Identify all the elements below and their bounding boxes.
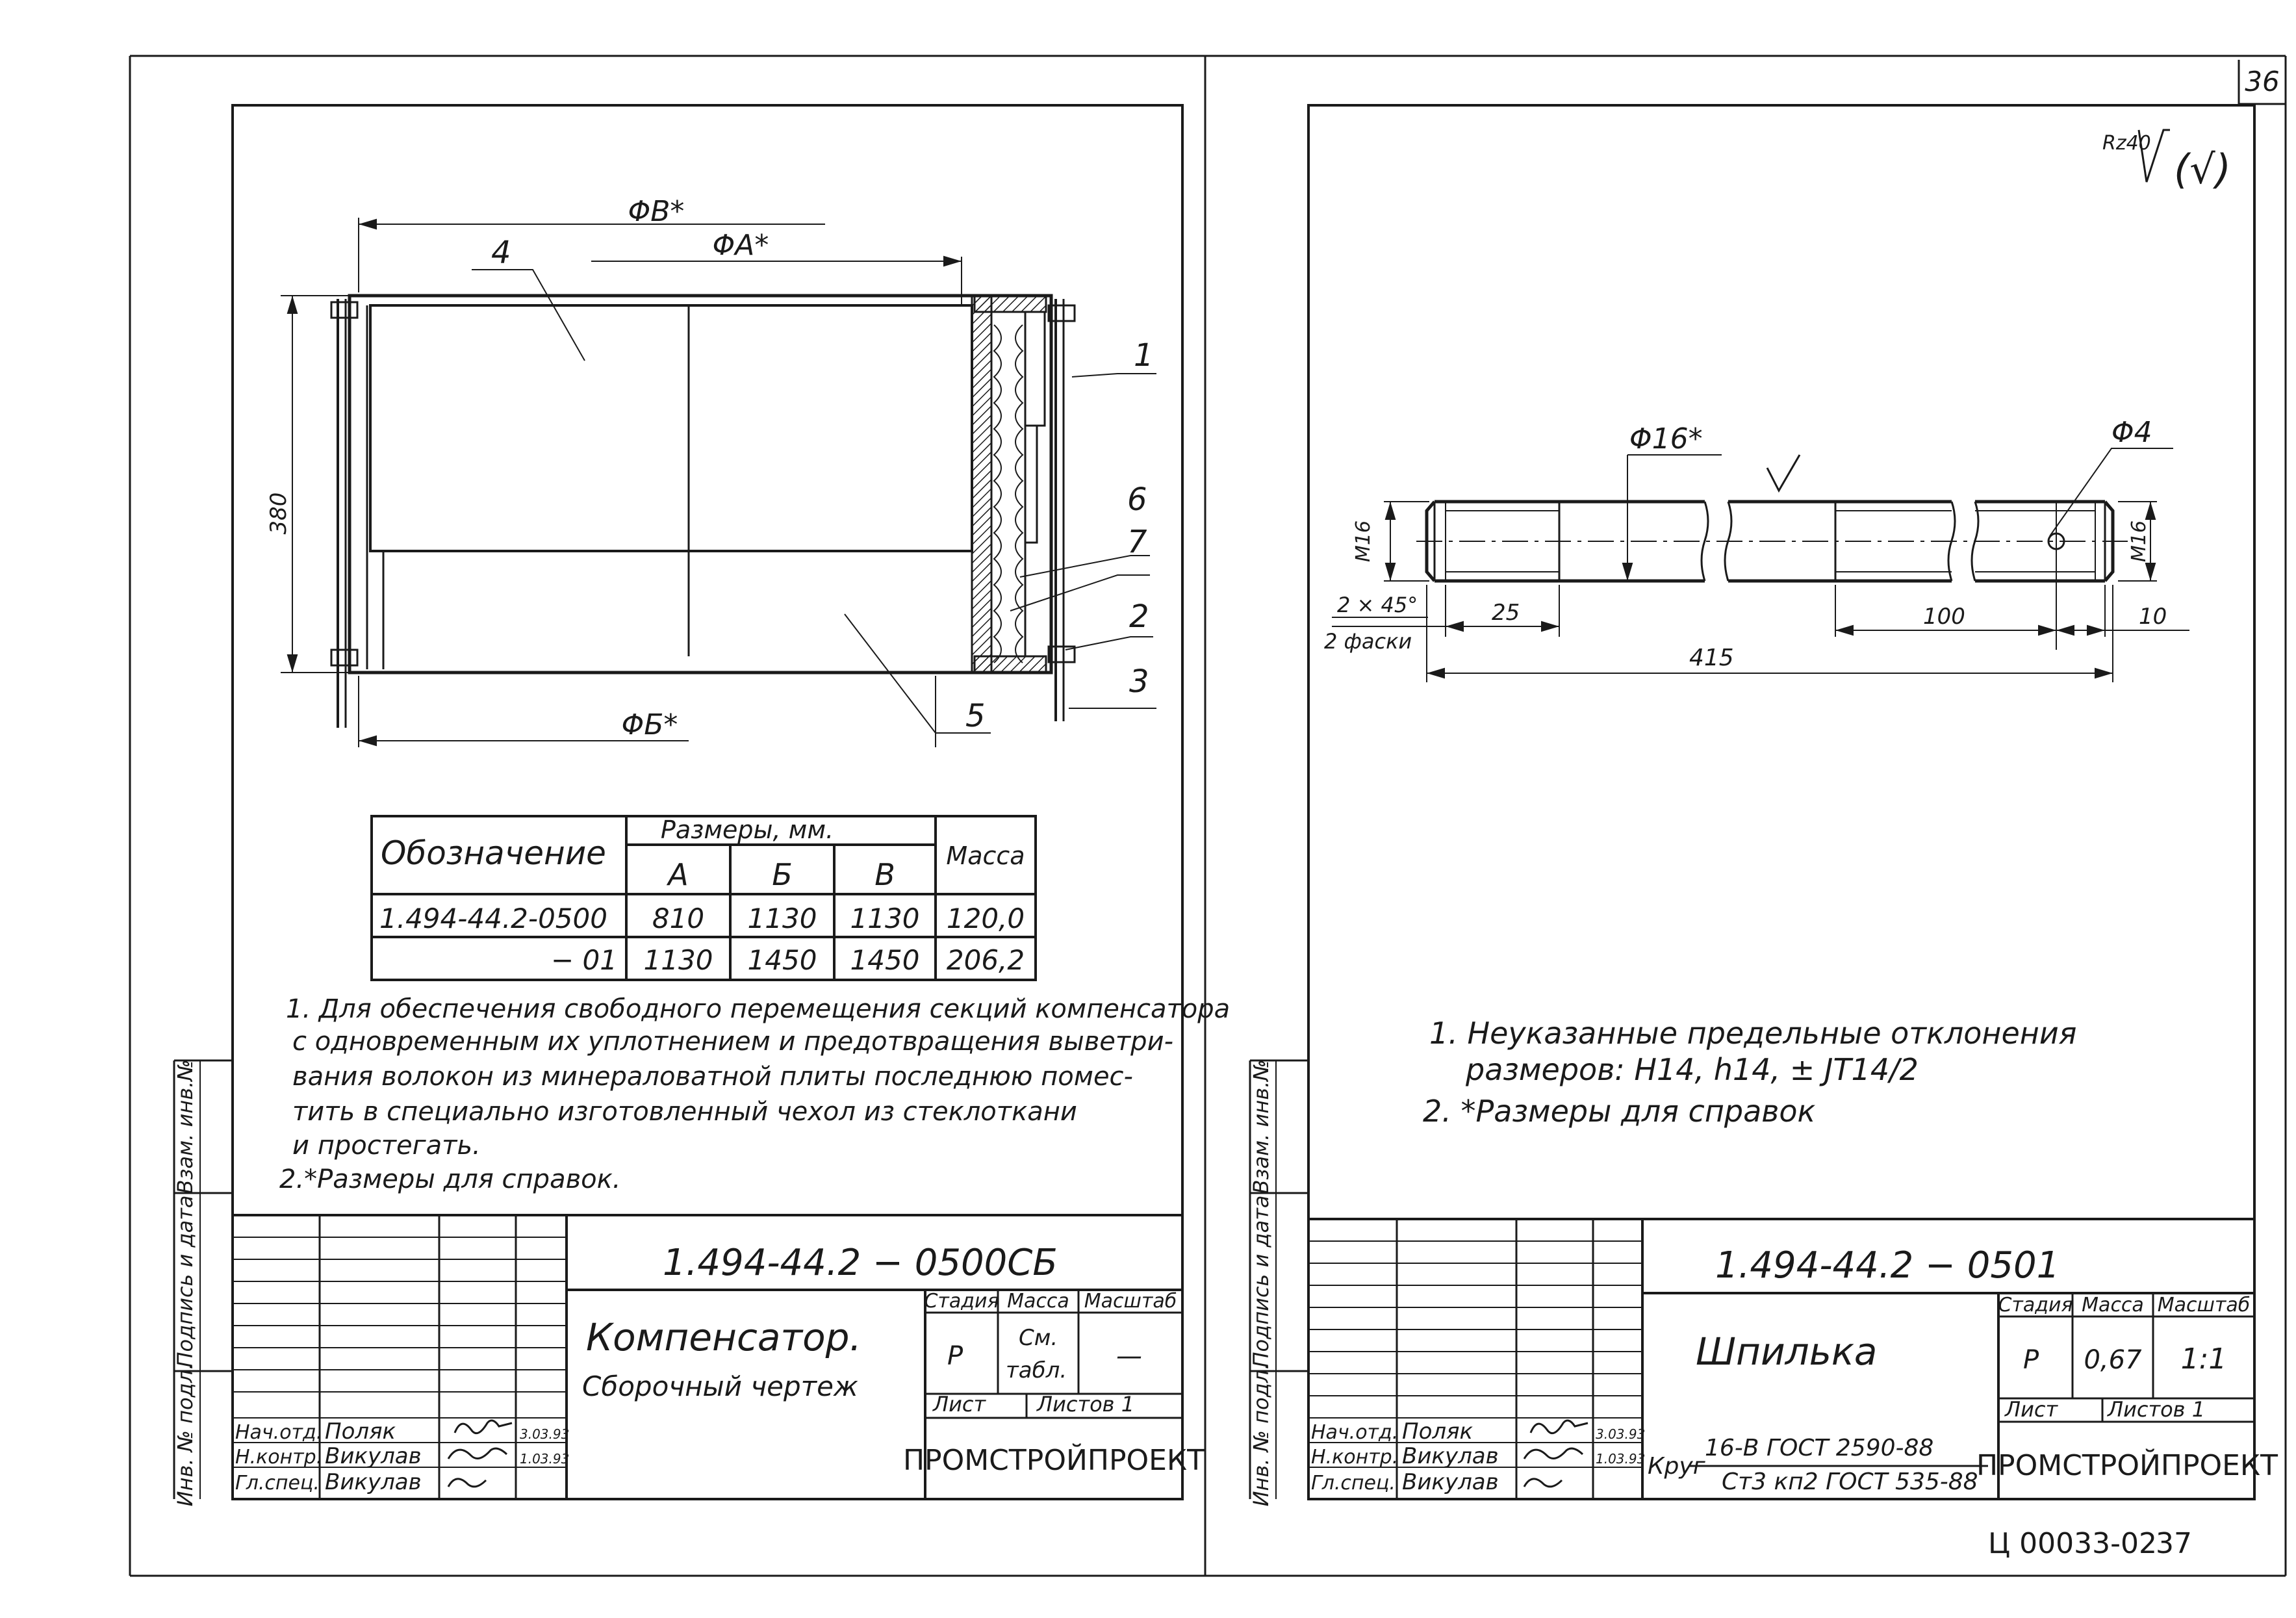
- corner-number-box: [2239, 60, 2286, 104]
- table-header-a: А: [668, 857, 689, 892]
- person-role: Гл.спец.: [1311, 1472, 1396, 1495]
- archive-code: Ц 00033-02: [1988, 1527, 2157, 1560]
- dim-chamfer: 2 × 45°: [1337, 593, 1418, 617]
- compensator-drawing: [281, 218, 1156, 747]
- dim-dia16: Φ16*: [1629, 422, 1703, 456]
- roughness-paren: (√): [2174, 146, 2231, 193]
- dim-25: 25: [1492, 600, 1520, 626]
- stamp-people: [1311, 1419, 1645, 1495]
- row-designation: 1.494-44.2-0500: [379, 903, 607, 934]
- dim-m16-left: М16: [1352, 520, 1375, 563]
- stamp-sheets: Листов 1: [2108, 1397, 2206, 1422]
- dim-100: 100: [1923, 604, 1965, 630]
- left-sheet: [173, 105, 1230, 1506]
- stamp-sheet: Лист: [933, 1392, 986, 1417]
- note-line: 1. Для обеспечения свободного перемещения секций компенсатора: [286, 994, 1231, 1024]
- table-row: [551, 944, 1025, 976]
- person-role: Нач.отд.: [235, 1421, 323, 1444]
- note-line: и простегать.: [292, 1131, 481, 1161]
- table-header-mass: Масса: [946, 841, 1025, 870]
- stamp-sheets: Листов 1: [1037, 1392, 1135, 1417]
- person-name: Викулав: [1402, 1469, 1499, 1495]
- row-mass: 206,2: [946, 944, 1025, 976]
- row-b: 1130: [747, 903, 817, 934]
- stamp-stage: Р: [2022, 1345, 2039, 1375]
- side-label-inv-vzam: Взам. инв.№: [1249, 1059, 1273, 1194]
- person-name: Поляк: [325, 1419, 396, 1445]
- stamp-subtitle: Сборочный чертеж: [582, 1370, 858, 1402]
- archive-page: 37: [2156, 1527, 2192, 1560]
- stamp-h-mass: Масса: [1007, 1290, 1069, 1313]
- stamp-scale: 1:1: [2180, 1342, 2227, 1376]
- table-header-sizes: Размеры, мм.: [660, 815, 834, 844]
- left-notes: [279, 994, 1230, 1194]
- stud-drawing: [1332, 448, 2189, 682]
- note-line: тить в специально изготовленный чехол из стеклоткани: [292, 1097, 1077, 1127]
- note-line: 2. *Размеры для справок: [1423, 1094, 1816, 1129]
- note-line: вания волокон из минераловатной плиты последнюю помес-: [292, 1062, 1133, 1092]
- note-line: с одновременным их уплотнением и предотвращения выветри-: [292, 1027, 1173, 1057]
- note-line: 2.*Размеры для справок.: [279, 1164, 621, 1194]
- callout-2: 2: [1129, 598, 1149, 635]
- stamp-stage: Р: [947, 1341, 963, 1371]
- row-mass: 120,0: [946, 903, 1025, 934]
- row-v: 1130: [850, 903, 920, 934]
- person-date: 3.03.93: [1596, 1426, 1646, 1442]
- roughness-mark: [2102, 130, 2231, 193]
- stamp-h-scale: Масштаб: [1084, 1290, 1177, 1313]
- right-sheet: [1249, 105, 2278, 1506]
- note-line: размеров: Н14, h14, ± JT14/2: [1466, 1052, 1919, 1087]
- side-label-sign-date: Подпись и дата: [1249, 1195, 1273, 1368]
- table-header-b: Б: [772, 857, 793, 892]
- stamp-h-stage: Стадия: [924, 1290, 999, 1313]
- stamp-sheet: Лист: [2005, 1397, 2058, 1422]
- person-role: Н.контр.: [1311, 1446, 1399, 1469]
- row-v: 1450: [850, 944, 920, 976]
- stamp-org: ПРОМСТРОЙПРОЕКТ: [902, 1444, 1205, 1477]
- stamp-scale: —: [1116, 1341, 1142, 1371]
- stamp-title: Шпилька: [1696, 1329, 1878, 1374]
- callout-4: 4: [491, 235, 511, 271]
- row-a: 810: [652, 903, 705, 934]
- row-b: 1450: [747, 944, 817, 976]
- person-name: Поляк: [1402, 1419, 1473, 1445]
- right-notes: [1423, 1016, 2076, 1129]
- table-header-v: В: [874, 857, 895, 892]
- corner-number: 36: [2245, 66, 2280, 97]
- table-row: [379, 903, 1025, 934]
- dim-dia-bb: ΦБ*: [621, 708, 678, 741]
- stamp-material-top: 16-В ГОСТ 2590-88: [1705, 1435, 1934, 1461]
- stamp-mass-2: табл.: [1006, 1357, 1067, 1383]
- dim-10: 10: [2139, 604, 2167, 630]
- stamp-people: [235, 1419, 569, 1495]
- stamp-material-prefix: Круг: [1648, 1453, 1705, 1480]
- callout-3: 3: [1129, 663, 1149, 700]
- person-role: Н.контр.: [235, 1446, 323, 1469]
- person-name: Викулав: [1402, 1443, 1499, 1469]
- stamp-mass-1: См.: [1019, 1325, 1058, 1351]
- person-date: 3.03.93: [520, 1426, 570, 1442]
- side-label-inv-podl: Инв. № подл.: [173, 1363, 198, 1507]
- person-date: 1.03.93: [520, 1451, 570, 1467]
- stamp-h-stage: Стадия: [1998, 1294, 2073, 1316]
- dim-m16-right: М16: [2128, 520, 2150, 563]
- person-name: Викулав: [325, 1443, 422, 1469]
- stamp-mass: 0,67: [2084, 1345, 2142, 1375]
- stamp-h-mass: Масса: [2082, 1294, 2144, 1316]
- roughness-value: Rz40: [2102, 132, 2151, 155]
- stamp-title: Компенсатор.: [586, 1315, 861, 1359]
- side-label-inv-podl: Инв. № подл.: [1249, 1363, 1273, 1507]
- dim-dia4: Φ4: [2111, 416, 2152, 449]
- dim-dia-a: ΦА*: [712, 229, 769, 262]
- row-a: 1130: [643, 944, 713, 976]
- dim-chamfer-note: 2 фаски: [1324, 629, 1412, 654]
- row-designation: − 01: [551, 944, 617, 976]
- person-date: 1.03.93: [1596, 1451, 1646, 1467]
- stamp-h-scale: Масштаб: [2157, 1294, 2251, 1316]
- side-label-sign-date: Подпись и дата: [173, 1195, 198, 1368]
- dim-height: 380: [266, 492, 292, 535]
- callout-6: 6: [1127, 482, 1147, 518]
- note-line: 1. Неуказанные предельные отклонения: [1429, 1016, 2077, 1051]
- person-role: Нач.отд.: [1311, 1421, 1399, 1444]
- stamp-material-bottom: Ст3 кп2 ГОСТ 535-88: [1722, 1469, 1978, 1495]
- table-header-designation: Обозначение: [381, 834, 606, 872]
- signature: [448, 1420, 512, 1487]
- stamp-code: 1.494-44.2 − 0501: [1715, 1244, 2060, 1287]
- callout-5: 5: [965, 698, 986, 734]
- signature: [1524, 1420, 1588, 1487]
- stamp-org: ПРОМСТРОЙПРОЕКТ: [1976, 1449, 2278, 1482]
- callout-7: 7: [1127, 524, 1147, 560]
- dim-dia-b: ΦВ*: [628, 195, 685, 228]
- stamp-code: 1.494-44.2 − 0500СБ: [663, 1242, 1058, 1284]
- person-role: Гл.спец.: [235, 1472, 320, 1495]
- side-label-inv-vzam: Взам. инв.№: [173, 1059, 198, 1194]
- dim-415: 415: [1689, 645, 1734, 671]
- callout-1: 1: [1134, 337, 1154, 374]
- person-name: Викулав: [325, 1469, 422, 1495]
